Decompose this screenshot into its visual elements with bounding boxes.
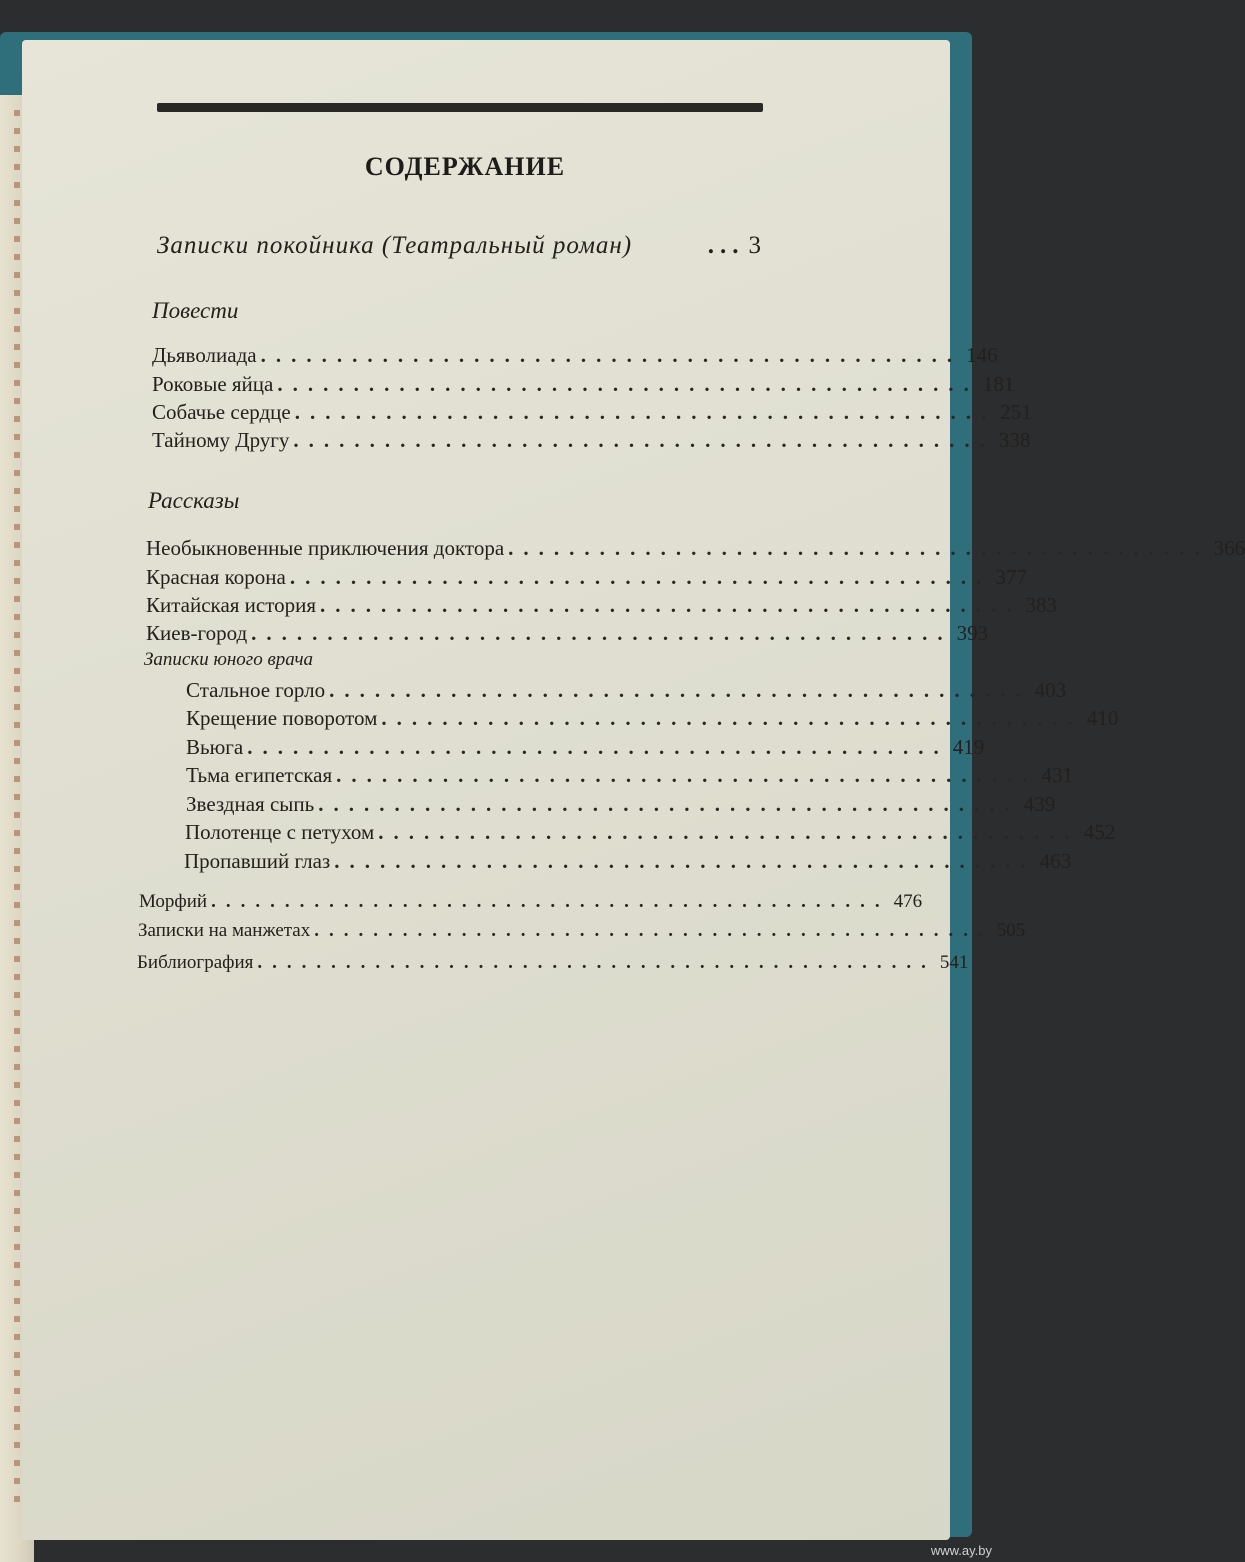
toc-entry-title: Морфий [139, 891, 208, 912]
toc-entry-page: 541 [939, 952, 969, 973]
toc-leader-dots: .............................................. [329, 678, 1031, 702]
toc-entry-title: Крещение поворотом [186, 706, 378, 730]
toc-entry-page: 338 [998, 428, 1031, 452]
toc-entry-page: 146 [966, 343, 998, 367]
toc-entry-title: Вьюга [186, 735, 244, 759]
toc-leader-dots: .............................................. [378, 820, 1080, 844]
section-heading-rasskazy: Рассказы [148, 488, 240, 513]
toc-entry-page: 505 [996, 920, 1026, 941]
toc-entry-page: 463 [1039, 849, 1072, 873]
toc-entry-title: Звездная сыпь [186, 792, 315, 816]
toc-leader-dots: .............................................. [257, 952, 936, 973]
toc-entry [146, 565, 1027, 590]
toc-entry [146, 621, 989, 646]
subsection-heading: Записки юного врача [144, 649, 314, 670]
toc-entry-title: Необыкновенные приключения доктора [146, 536, 505, 560]
toc-leader-dots: .............................................. [277, 372, 979, 396]
spine-stitching [14, 110, 20, 1510]
toc-leader-dots: .............................................. [247, 735, 949, 759]
toc-leader-dots: .............................................. [381, 706, 1083, 730]
toc-entry [146, 536, 1245, 561]
toc-entry [137, 952, 969, 974]
toc-entry-page: 403 [1034, 678, 1067, 702]
toc-entry-title: Красная корона [146, 565, 286, 589]
toc-entry-title: Полотенце с петухом [185, 820, 375, 844]
toc-entry-page: 410 [1086, 706, 1119, 730]
toc-entry-title: Библиография [137, 952, 254, 973]
toc-entry-lead [157, 232, 762, 260]
toc-leader-dots: .............................................. [508, 536, 1210, 560]
section-heading-povesti: Повести [152, 298, 239, 323]
toc-entry-title: Киев-город [146, 621, 248, 645]
toc-entry-page: 383 [1025, 593, 1058, 617]
toc-entry-page: 476 [893, 891, 923, 912]
toc-entry-page: 251 [1000, 400, 1032, 424]
toc-entry [146, 593, 1058, 618]
contents-page [22, 40, 1245, 1540]
toc-entry-title: Тьма египетская [186, 763, 333, 787]
toc-leader-dots: .............................................. [318, 792, 1020, 816]
toc-entry-title: Роковые яйца [152, 372, 274, 396]
toc-entry [139, 891, 923, 913]
toc-entry-title: Записки на манжетах [138, 920, 311, 941]
toc-entry-page: 452 [1083, 820, 1116, 844]
toc-subentry [186, 706, 1119, 731]
toc-leader-dots: .............................................. [211, 891, 890, 912]
watermark: www.ay.by [930, 1543, 992, 1558]
toc-entry [152, 428, 1031, 453]
page-title: СОДЕРЖАНИЕ [364, 152, 566, 181]
toc-entry-page: 366 [1213, 536, 1245, 560]
toc-subentry [185, 820, 1116, 845]
toc-subentry [186, 792, 1056, 817]
toc-entry-title: Стальное горло [186, 678, 326, 702]
toc-subentry [186, 735, 985, 760]
toc-entry-page: 377 [995, 565, 1027, 589]
toc-leader-dots: .............................................. [260, 343, 963, 367]
toc-entry-page: 181 [982, 372, 1015, 396]
toc-leader-dots: ... [707, 232, 745, 259]
toc-subentry [186, 678, 1067, 703]
toc-entry [152, 372, 1015, 397]
toc-leader-dots: .............................................. [314, 920, 993, 941]
toc-entry-title: Дьяволиада [152, 343, 257, 367]
toc-leader-dots: .............................................. [289, 565, 992, 589]
toc-entry [152, 400, 1032, 425]
top-rule [157, 103, 763, 112]
toc-entry-title: Китайская история [146, 593, 317, 617]
toc-leader-dots: .............................................. [334, 849, 1036, 873]
toc-leader-dots: .............................................. [320, 593, 1022, 617]
toc-subentry [184, 849, 1072, 874]
toc-leader-dots: .............................................. [294, 400, 997, 424]
toc-entry-page: 439 [1023, 792, 1056, 816]
toc-leader-dots: .............................................. [336, 763, 1038, 787]
toc-entry-page: 419 [952, 735, 985, 759]
toc-leader-dots: .............................................. [251, 621, 953, 645]
toc-entry-title: Записки покойника (Театральный роман) [157, 232, 633, 259]
toc-entry [138, 920, 1026, 942]
toc-entry-page: 393 [956, 621, 989, 645]
toc-entry-page: 3 [748, 232, 762, 259]
toc-entry-page: 431 [1041, 763, 1074, 787]
toc-entry-title: Пропавший глаз [184, 849, 331, 873]
toc-entry [152, 343, 998, 368]
toc-leader-dots: .............................................. [293, 428, 995, 452]
toc-entry-title: Тайному Другу [152, 428, 290, 452]
toc-subentry [186, 763, 1074, 788]
toc-entry-title: Собачье сердце [152, 400, 291, 424]
